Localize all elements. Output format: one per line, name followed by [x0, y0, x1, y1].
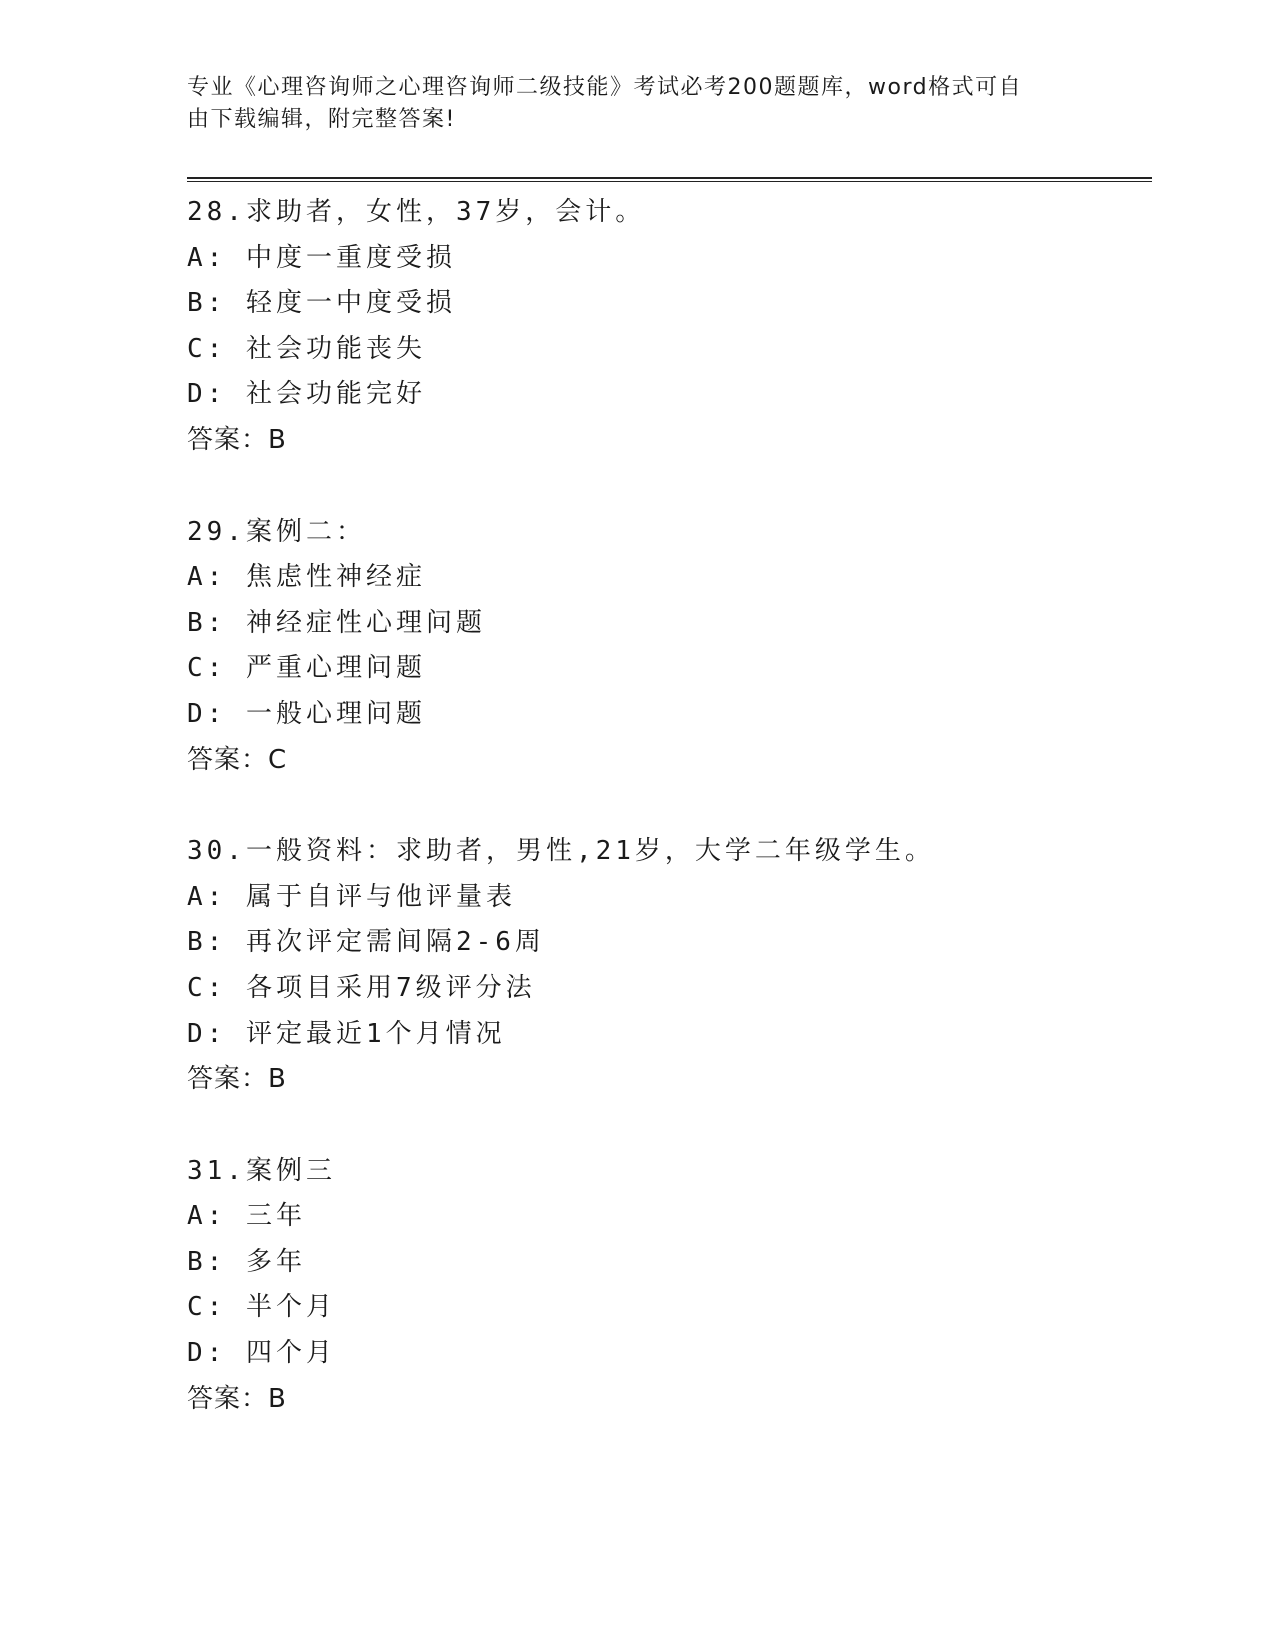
option-a: A: 中度一重度受损	[187, 242, 456, 273]
question-28	[187, 190, 1152, 464]
option-d: D: 社会功能完好	[187, 379, 426, 410]
question-stem: 29.案例二：	[187, 516, 366, 547]
question-stem: 31.案例三	[187, 1155, 336, 1186]
option-c: C: 严重心理问题	[187, 653, 426, 684]
answer-line: 答案：B	[187, 424, 287, 455]
option-d: D: 一般心理问题	[187, 698, 426, 729]
answer-line: 答案：B	[187, 1064, 287, 1095]
question-29	[187, 510, 1152, 784]
option-b: B: 再次评定需间隔2-6周	[187, 927, 545, 958]
option-d: D: 评定最近1个月情况	[187, 1018, 506, 1049]
option-a: A: 焦虑性神经症	[187, 562, 426, 593]
option-c: C: 社会功能丧失	[187, 333, 426, 364]
option-a: A: 属于自评与他评量表	[187, 881, 516, 912]
question-31	[187, 1149, 1152, 1423]
option-c: C: 各项目采用7级评分法	[187, 972, 536, 1003]
answer-line: 答案：B	[187, 1383, 287, 1414]
option-a: A: 三年	[187, 1201, 306, 1232]
header-line-1: 专业《心理咨询师之心理咨询师二级技能》考试必考200题题库，word格式可自	[187, 75, 1023, 100]
answer-line: 答案：C	[187, 744, 288, 775]
option-b: B: 轻度一中度受损	[187, 288, 456, 319]
option-c: C: 半个月	[187, 1292, 336, 1323]
option-b: B: 神经症性心理问题	[187, 607, 486, 638]
document-header	[187, 72, 1067, 136]
question-stem: 30.一般资料：求助者，男性,21岁，大学二年级学生。	[187, 836, 935, 867]
option-d: D: 四个月	[187, 1338, 336, 1369]
header-divider	[187, 177, 1152, 182]
question-stem: 28.求助者，女性，37岁，会计。	[187, 197, 646, 227]
question-30	[187, 829, 1152, 1103]
question-list	[187, 190, 1152, 1468]
header-line-2: 由下载编辑，附完整答案!	[187, 107, 456, 132]
option-b: B: 多年	[187, 1246, 306, 1277]
